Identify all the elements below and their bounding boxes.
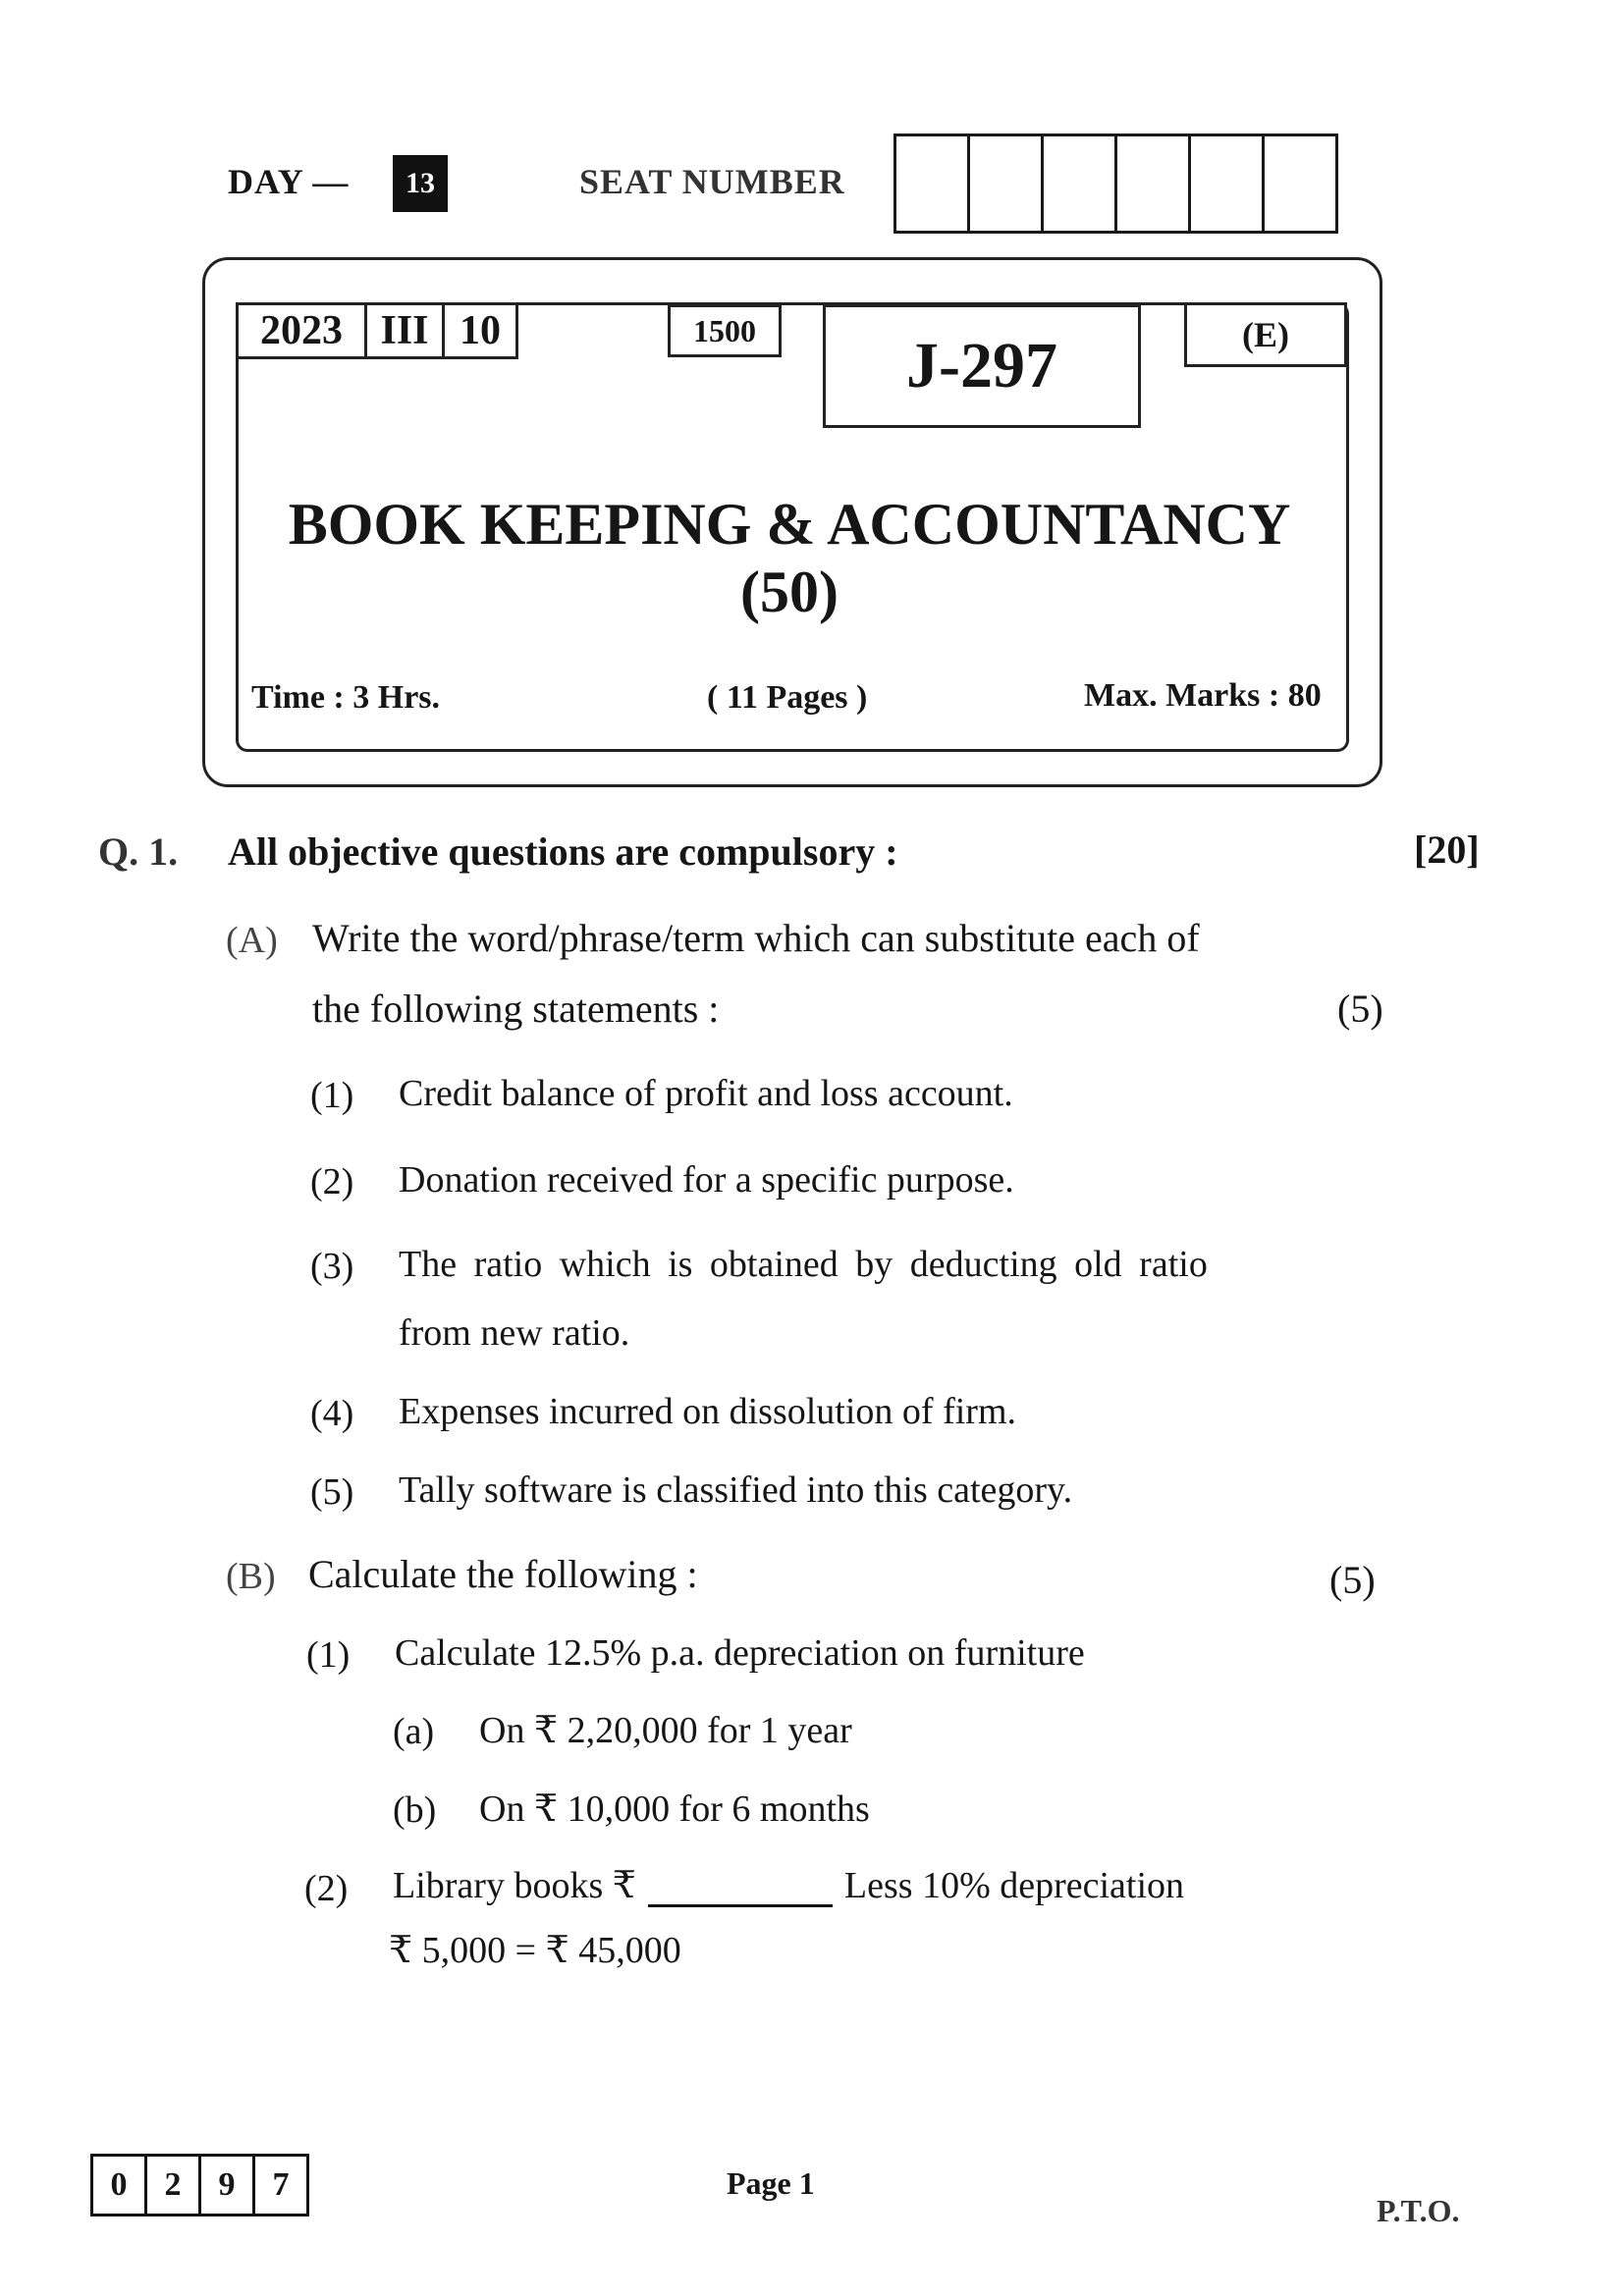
section-a-line1: Write the word/phrase/term which can substitute each of bbox=[312, 916, 1200, 960]
page-count: ( 11 Pages ) bbox=[707, 679, 868, 716]
section-a-item-text: Tally software is classified into this category. bbox=[399, 1469, 1073, 1511]
paper-code: J-297 bbox=[823, 304, 1141, 428]
section-a-item-text: Expenses incurred on dissolution of firm. bbox=[399, 1391, 1017, 1432]
sub-item-a-text: On ₹ 2,20,000 for 1 year bbox=[479, 1710, 852, 1751]
section-a-letter: (A) bbox=[226, 920, 278, 961]
section-a-item-number: (5) bbox=[310, 1471, 354, 1513]
library-books-label: Library books ₹ bbox=[393, 1865, 636, 1906]
day-number-badge: 13 bbox=[393, 155, 448, 212]
sub-item-label: (b) bbox=[393, 1789, 437, 1831]
section-a-item-number: (4) bbox=[310, 1393, 354, 1434]
batch-box: 1500 bbox=[668, 304, 782, 357]
section-b-text: Calculate the following : bbox=[308, 1552, 698, 1596]
question-number: Q. 1. bbox=[98, 829, 179, 874]
section-a-line2: the following statements : bbox=[312, 987, 720, 1031]
max-marks: Max. Marks : 80 bbox=[1084, 677, 1322, 714]
seat-digit-box[interactable] bbox=[1265, 136, 1335, 231]
date-box: 10 bbox=[442, 302, 518, 359]
year-box: 2023 bbox=[236, 302, 367, 359]
code-digit: 2 bbox=[147, 2157, 201, 2214]
sub-item-label: (a) bbox=[393, 1711, 435, 1752]
code-digit: 0 bbox=[93, 2157, 147, 2214]
question-marks: [20] bbox=[1414, 828, 1480, 872]
exam-date-codes bbox=[236, 302, 515, 359]
section-a-item-number: (3) bbox=[310, 1246, 354, 1287]
seat-digit-box[interactable] bbox=[896, 136, 970, 231]
section-a-marks: (5) bbox=[1337, 987, 1383, 1031]
section-b-item-number: (1) bbox=[306, 1634, 351, 1676]
code-digit: 7 bbox=[272, 2166, 290, 2203]
section-b-letter: (B) bbox=[226, 1556, 276, 1597]
pto-label: P.T.O. bbox=[1377, 2193, 1460, 2228]
section-b-item2-line1 bbox=[393, 1863, 1184, 1907]
answer-blank[interactable] bbox=[648, 1869, 833, 1907]
section-a-item-text-cont: from new ratio. bbox=[399, 1312, 630, 1354]
seat-digit-box[interactable] bbox=[970, 136, 1044, 231]
seat-digit-box[interactable] bbox=[1117, 136, 1191, 231]
medium-box: (E) bbox=[1184, 302, 1347, 367]
code-digit: 9 bbox=[201, 2157, 255, 2214]
day-label: DAY — bbox=[228, 162, 350, 201]
question-title: All objective questions are compulsory : bbox=[228, 829, 898, 874]
subject-title: BOOK KEEPING & ACCOUNTANCY (50) bbox=[288, 492, 1291, 624]
section-a-item-text: Donation received for a specific purpose. bbox=[399, 1159, 1014, 1201]
seat-digit-box[interactable] bbox=[1044, 136, 1117, 231]
section-a-item-text: Credit balance of profit and loss account. bbox=[399, 1073, 1013, 1114]
seat-number-label: SEAT NUMBER bbox=[579, 162, 845, 201]
month-box: III bbox=[364, 302, 445, 359]
section-a-item-number: (2) bbox=[310, 1161, 354, 1202]
section-a-item-text: The ratio which is obtained by deducting old ratio bbox=[399, 1244, 1208, 1285]
section-b-item2-line2: ₹ 5,000 = ₹ 45,000 bbox=[389, 1930, 681, 1971]
page-number: Page 1 bbox=[727, 2165, 815, 2201]
seat-digit-box[interactable] bbox=[1191, 136, 1265, 231]
section-b-item-number: (2) bbox=[304, 1868, 349, 1909]
section-b-marks: (5) bbox=[1329, 1558, 1376, 1602]
depreciation-text: Less 10% depreciation bbox=[843, 1865, 1185, 1906]
section-b-item1-text: Calculate 12.5% p.a. depreciation on furniture bbox=[395, 1632, 1085, 1674]
paper-code-boxes bbox=[90, 2154, 309, 2216]
time-allowed: Time : 3 Hrs. bbox=[251, 679, 441, 716]
sub-item-b-text: On ₹ 10,000 for 6 months bbox=[479, 1789, 870, 1830]
section-a-item-number: (1) bbox=[310, 1075, 354, 1116]
seat-number-boxes[interactable] bbox=[893, 133, 1338, 234]
